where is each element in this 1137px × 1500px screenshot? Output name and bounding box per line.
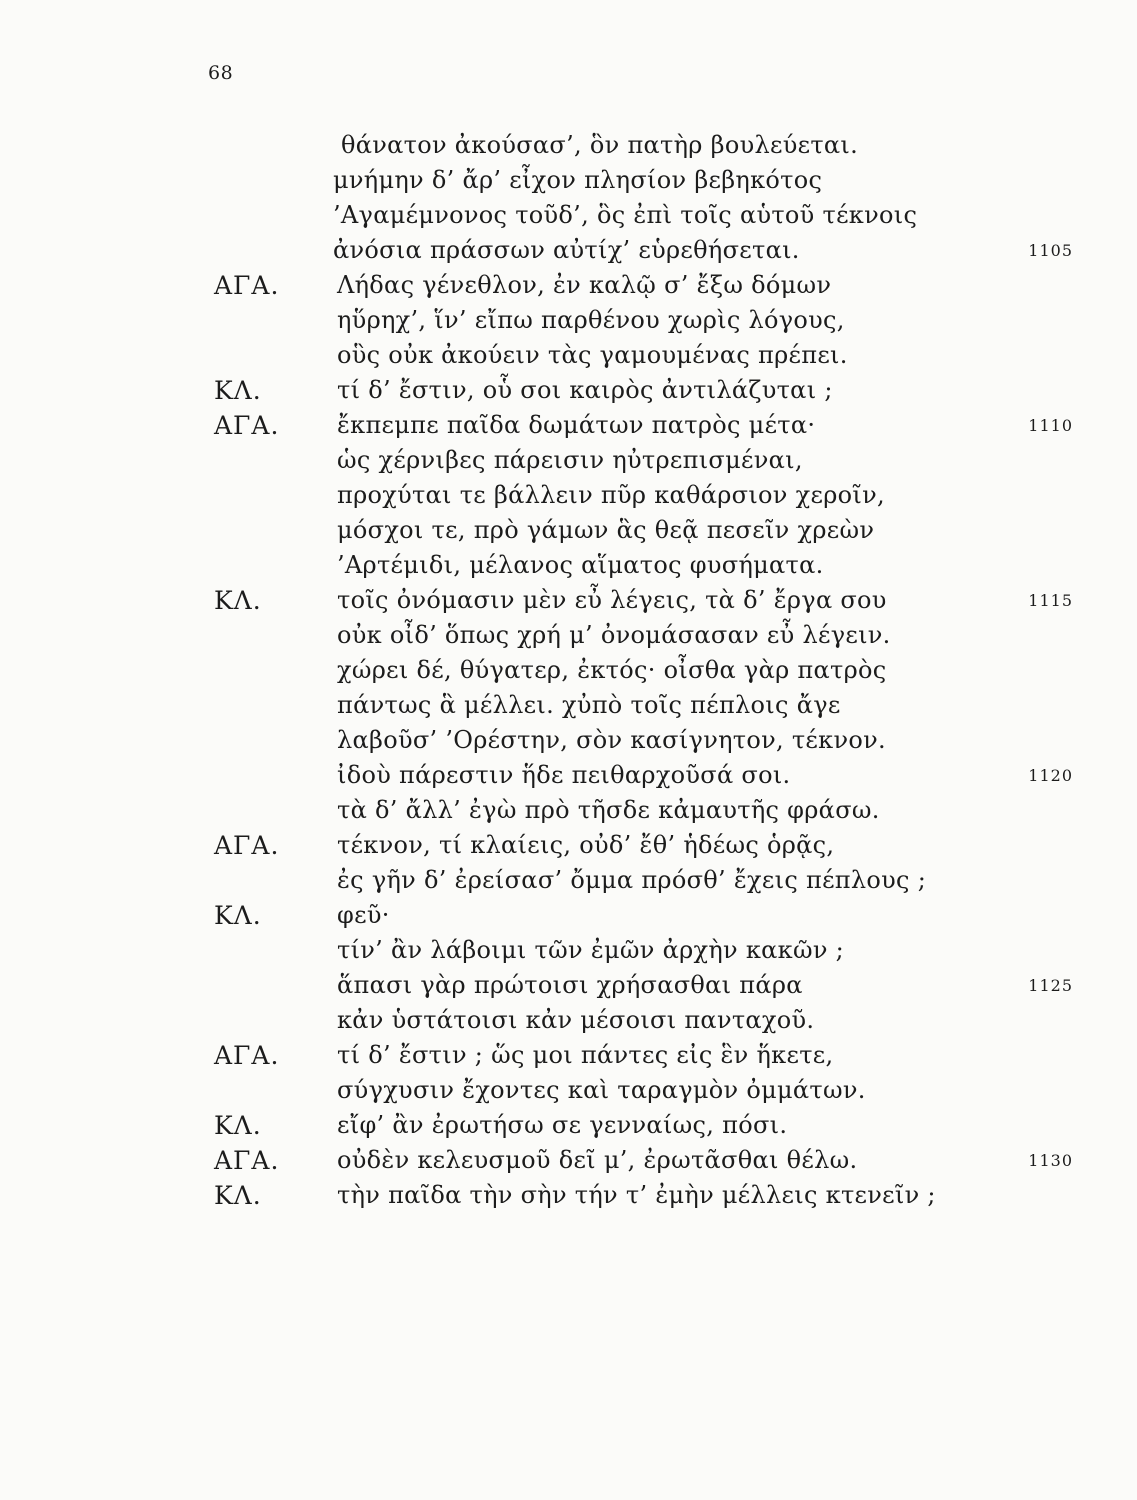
line-number: 1115 [1028, 591, 1073, 610]
verse-text-line: προχύται τε βάλλειν πῦρ καθάρσιον χεροῖν, [337, 481, 885, 509]
verse-text-line: ἅπασι γὰρ πρώτοισι χρήσασθαι πάρα [337, 971, 803, 999]
verse-line [0, 933, 1137, 968]
line-number: 1110 [1028, 416, 1073, 435]
speaker-label: ΑΓΑ. [214, 1041, 280, 1070]
speaker-label: ΑΓΑ. [214, 271, 280, 300]
verse-line [0, 408, 1137, 443]
verse-line [0, 828, 1137, 863]
verse-line [0, 163, 1137, 198]
verse-line [0, 373, 1137, 408]
verse-text-line: τέκνον, τί κλαίεις, οὐδ’ ἔθ’ ἡδέως ὁρᾷς, [337, 831, 835, 859]
speaker-label: ΚΛ. [214, 901, 262, 930]
verse-line [0, 1108, 1137, 1143]
verse-line [0, 618, 1137, 653]
verse-text-line: μνήμην δ’ ἄρ’ εἶχον πλησίον βεβηκότος [333, 166, 823, 194]
speaker-label: ΚΛ. [214, 586, 262, 615]
line-number: 1105 [1028, 241, 1073, 260]
verse-line [0, 303, 1137, 338]
verse-text-line: ’Αρτέμιδι, μέλανος αἵματος φυσήματα. [337, 551, 824, 579]
verse-line [0, 198, 1137, 233]
verse-text-line: ἰδοὺ πάρεστιν ἥδε πειθαρχοῦσά σοι. [337, 761, 791, 789]
verse-text-line: οὐκ οἶδ’ ὅπως χρή μ’ ὀνομάσασαν εὖ λέγειν. [337, 621, 891, 649]
verse-line [0, 688, 1137, 723]
verse-line [0, 968, 1137, 1003]
verse-line [0, 793, 1137, 828]
verse-line [0, 898, 1137, 933]
verse-text-line: ἐς γῆν δ’ ἐρείσασ’ ὄμμα πρόσθ’ ἔχεις πέπλους ; [337, 866, 927, 894]
verse-text-line: σύγχυσιν ἔχοντες καὶ ταραγμὸν ὀμμάτων. [337, 1076, 866, 1104]
verse-text-line: Λήδας γένεθλον, ἐν καλῷ σ’ ἔξω δόμων [337, 271, 832, 299]
verse-text-line: τὰ δ’ ἄλλ’ ἐγὼ πρὸ τῆσδε κἀμαυτῆς φράσω. [337, 796, 880, 824]
verse-text-line: λαβοῦσ’ ’Ορέστην, σὸν κασίγνητον, τέκνον. [337, 726, 886, 754]
verse-line [0, 1038, 1137, 1073]
line-number: 1125 [1028, 976, 1073, 995]
verse-line [0, 233, 1137, 268]
verse-text-line: φεῦ· [337, 901, 390, 929]
verse-text-line: ηὕρηχ’, ἵν’ εἴπω παρθένου χωρὶς λόγους, [337, 306, 845, 334]
verse-text-line: τί δ’ ἔστιν ; ὥς μοι πάντες εἰς ἓν ἥκετε, [337, 1041, 834, 1069]
verse-text-line: κἀν ὑστάτοισι κἀν μέσοισι πανταχοῦ. [337, 1006, 815, 1034]
verse-line [0, 653, 1137, 688]
line-number: 1130 [1028, 1151, 1073, 1170]
verse-line [0, 723, 1137, 758]
verse-text-line: ἔκπεμπε παῖδα δωμάτων πατρὸς μέτα· [337, 411, 816, 439]
verse-text-line: ὡς χέρνιβες πάρεισιν ηὐτρεπισμέναι, [337, 446, 803, 474]
verse-text-line: πάντως ἃ μέλλει. χὐπὸ τοῖς πέπλοις ἄγε [337, 691, 841, 719]
verse-line [0, 513, 1137, 548]
verse-text-line: θάνατον ἀκούσασ’, ὃν πατὴρ βουλεύεται. [341, 131, 859, 159]
verse-line [0, 338, 1137, 373]
verse-line [0, 583, 1137, 618]
verse-line [0, 1073, 1137, 1108]
verse-text-line: οὐδὲν κελευσμοῦ δεῖ μ’, ἐρωτᾶσθαι θέλω. [337, 1146, 858, 1174]
verse-text-line: ’Αγαμέμνονος τοῦδ’, ὃς ἐπὶ τοῖς αὑτοῦ τέκνοις [333, 201, 918, 229]
verse-line [0, 478, 1137, 513]
speaker-label: ΑΓΑ. [214, 831, 280, 860]
verse-text-line: εἴφ’ ἂν ἐρωτήσω σε γενναίως, πόσι. [337, 1111, 788, 1139]
speaker-label: ΚΛ. [214, 1111, 262, 1140]
verse-line [0, 1143, 1137, 1178]
verse-text-line: τοῖς ὀνόμασιν μὲν εὖ λέγεις, τὰ δ’ ἔργα σου [337, 586, 887, 614]
verse-line [0, 128, 1137, 163]
page-number: 68 [208, 62, 234, 84]
verse-line [0, 268, 1137, 303]
line-number: 1120 [1028, 766, 1073, 785]
verse-line [0, 443, 1137, 478]
verse-line [0, 758, 1137, 793]
verse-text [0, 128, 1137, 1213]
verse-text-line: μόσχοι τε, πρὸ γάμων ἃς θεᾷ πεσεῖν χρεὼν [337, 516, 875, 544]
verse-text-line: ἀνόσια πράσσων αὐτίχ’ εὑρεθήσεται. [333, 236, 800, 264]
speaker-label: ΚΛ. [214, 1181, 262, 1210]
verse-text-line: οὓς οὐκ ἀκούειν τὰς γαμουμένας πρέπει. [337, 341, 848, 369]
verse-line [0, 863, 1137, 898]
verse-text-line: τίν’ ἂν λάβοιμι τῶν ἐμῶν ἀρχὴν κακῶν ; [337, 936, 845, 964]
speaker-label: ΑΓΑ. [214, 1146, 280, 1175]
speaker-label: ΑΓΑ. [214, 411, 280, 440]
verse-text-line: χώρει δέ, θύγατερ, ἐκτός· οἶσθα γὰρ πατρὸς [337, 656, 887, 684]
verse-line [0, 548, 1137, 583]
verse-line [0, 1178, 1137, 1213]
verse-line [0, 1003, 1137, 1038]
verse-text-line: τὴν παῖδα τὴν σὴν τήν τ’ ἐμὴν μέλλεις κτενεῖν ; [337, 1181, 936, 1209]
speaker-label: ΚΛ. [214, 376, 262, 405]
verse-text-line: τί δ’ ἔστιν, οὗ σοι καιρὸς ἀντιλάζυται ; [337, 376, 833, 404]
